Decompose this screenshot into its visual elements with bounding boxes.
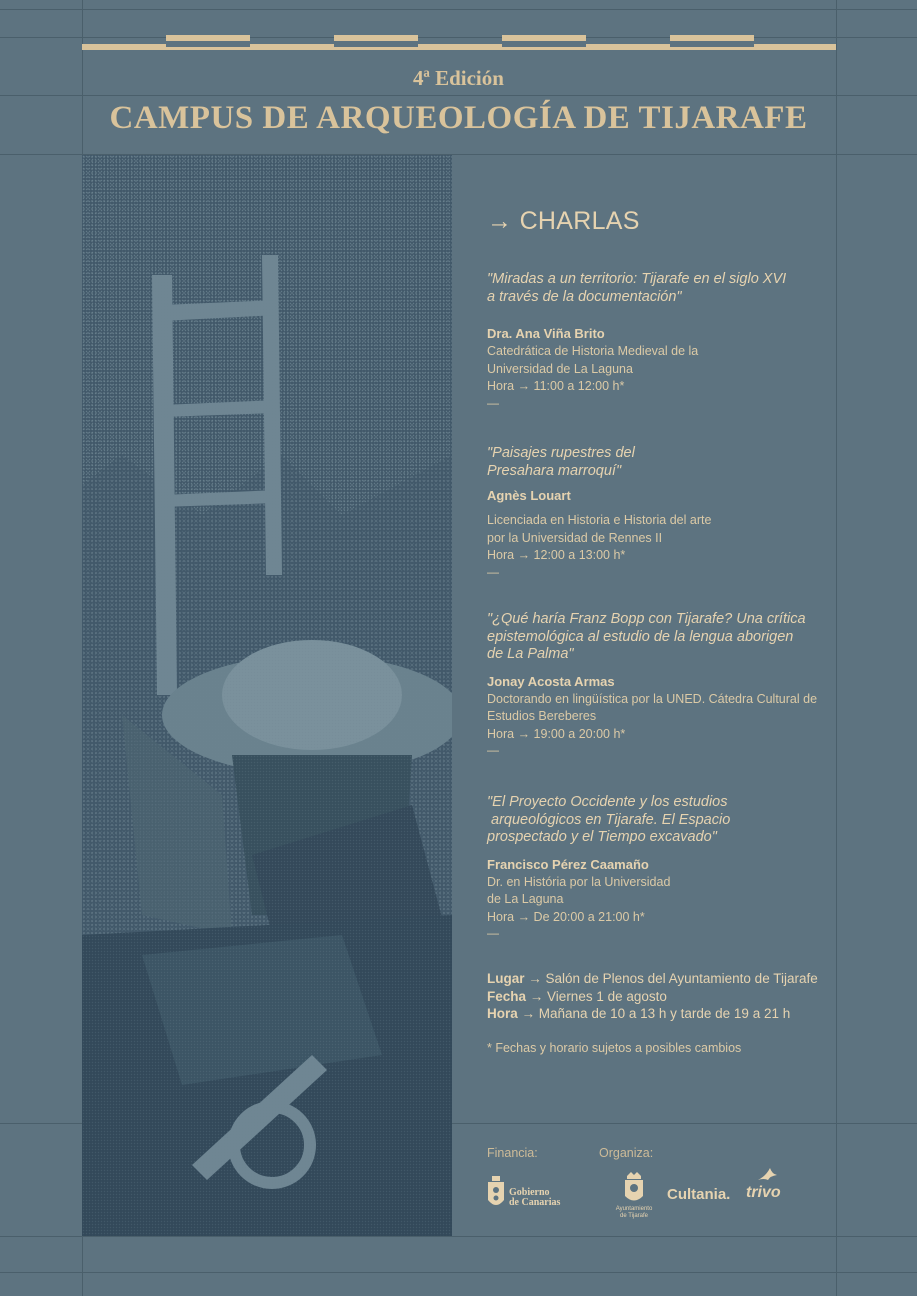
event-info (487, 970, 832, 1023)
grid-line (0, 95, 917, 96)
speaker-name: Dra. Ana Viña Brito (487, 326, 605, 341)
detail-line: Universidad de La Laguna (487, 361, 633, 376)
ornamental-bar (82, 33, 836, 51)
place-label: Lugar → (487, 971, 542, 986)
talk-title-line: "¿Qué haría Franz Bopp con Tijarafe? Una crítica (487, 611, 806, 627)
trivo-logo (746, 1166, 794, 1206)
page-title: CAMPUS DE ARQUEOLOGÍA DE TIJARAFE (109, 100, 808, 136)
talk-item (487, 445, 832, 579)
ayuntamiento-line: de Tijarafe (619, 1213, 649, 1219)
place-value: Salón de Plenos del Ayuntamiento de Tijarafe (545, 971, 818, 986)
talk-title-line: Presahara marroquí" (487, 462, 622, 479)
talk-title-line: "Paisajes rupestres del (487, 445, 635, 461)
speaker-details (487, 512, 832, 565)
talk-item (487, 271, 832, 410)
grid-line (0, 1272, 917, 1273)
talk-title (487, 794, 832, 847)
grid-line (0, 1236, 917, 1237)
talk-time: Hora → 19:00 a 20:00 h* (487, 726, 626, 741)
talk-title (487, 445, 832, 480)
cultania-logo: Cultania. (667, 1186, 731, 1203)
talk-title-line: a través de la documentación" (487, 288, 682, 305)
place-row (487, 970, 832, 988)
speaker-name: Jonay Acosta Armas (487, 673, 615, 689)
section-title: CHARLAS (519, 207, 640, 235)
talk-item (487, 611, 832, 757)
detail-line: de La Laguna (487, 892, 564, 906)
arrow-right-icon: → (487, 207, 513, 235)
talk-time: Hora → De 20:00 a 21:00 h* (487, 909, 645, 924)
talk-time: Hora → 11:00 a 12:00 h* (487, 379, 625, 393)
gobierno-line: Gobierno (509, 1187, 550, 1198)
ayuntamiento-line: Ayuntamiento (615, 1206, 653, 1212)
separator-dash: — (487, 395, 499, 410)
separator-dash: — (487, 564, 499, 579)
grid-line (0, 9, 917, 10)
date-label: Fecha → (487, 988, 544, 1004)
talk-item (487, 794, 832, 940)
detail-line: Dr. en História por la Universidad (487, 874, 671, 889)
crest-icon (623, 1172, 645, 1204)
detail-line: Estudios Bereberes (487, 709, 597, 723)
speaker-details (487, 343, 832, 396)
organiza-label: Organiza: (599, 1146, 654, 1160)
archaeologist-halftone-image (82, 155, 452, 1236)
detail-line: Doctorando en lingüística por la UNED. Cátedra Cultural de (487, 691, 818, 706)
talk-title (487, 611, 832, 664)
date-value: Viernes 1 de agosto (547, 988, 667, 1004)
financia-label: Financia: (487, 1146, 538, 1160)
speaker-name: Agnès Louart (487, 488, 571, 503)
hours-value: Mañana de 10 a 13 h y tarde de 19 a 21 h (538, 1006, 791, 1021)
gobierno-canarias-logo (486, 1176, 576, 1212)
coat-of-arms-icon (486, 1176, 506, 1210)
talk-time: Hora → 12:00 a 13:00 h* (487, 548, 626, 562)
detail-line: Catedrática de Historia Medieval de la (487, 344, 699, 358)
trivo-wordmark: trivo (746, 1184, 781, 1201)
grid-line (836, 0, 837, 1296)
footnote: * Fechas y horario sujetos a posibles cambios (487, 1041, 742, 1055)
talk-title-line: arqueológicos en Tijarafe. El Espacio (487, 811, 731, 828)
date-row (487, 988, 832, 1006)
separator-dash: — (487, 743, 499, 757)
talk-title (487, 271, 832, 306)
speaker-details (487, 874, 832, 927)
separator-dash: — (487, 926, 499, 940)
talk-title-line: prospectado y el Tiempo excavado" (487, 829, 717, 845)
talk-title-line: "Miradas a un territorio: Tijarafe en el siglo XVI (487, 271, 787, 287)
speaker-name: Francisco Pérez Caamaño (487, 856, 649, 872)
ayuntamiento-tijarafe-logo (612, 1172, 656, 1224)
content-column (487, 207, 832, 1055)
speaker-details (487, 691, 832, 744)
section-heading (487, 207, 832, 236)
hours-label: Hora → (487, 1006, 536, 1021)
gobierno-line: de Canarias (509, 1197, 561, 1208)
bird-icon (756, 1166, 778, 1182)
hours-row (487, 1005, 832, 1023)
talk-title-line: de La Palma" (487, 646, 574, 662)
detail-line: por la Universidad de Rennes II (487, 530, 663, 545)
talk-title-line: "El Proyecto Occidente y los estudios (487, 794, 728, 810)
detail-line: Licenciada en Historia e Historia del arte (487, 513, 712, 527)
talk-title-line: epistemológica al estudio de la lengua aborigen (487, 628, 794, 645)
edition-label: 4ª Edición (413, 66, 504, 90)
